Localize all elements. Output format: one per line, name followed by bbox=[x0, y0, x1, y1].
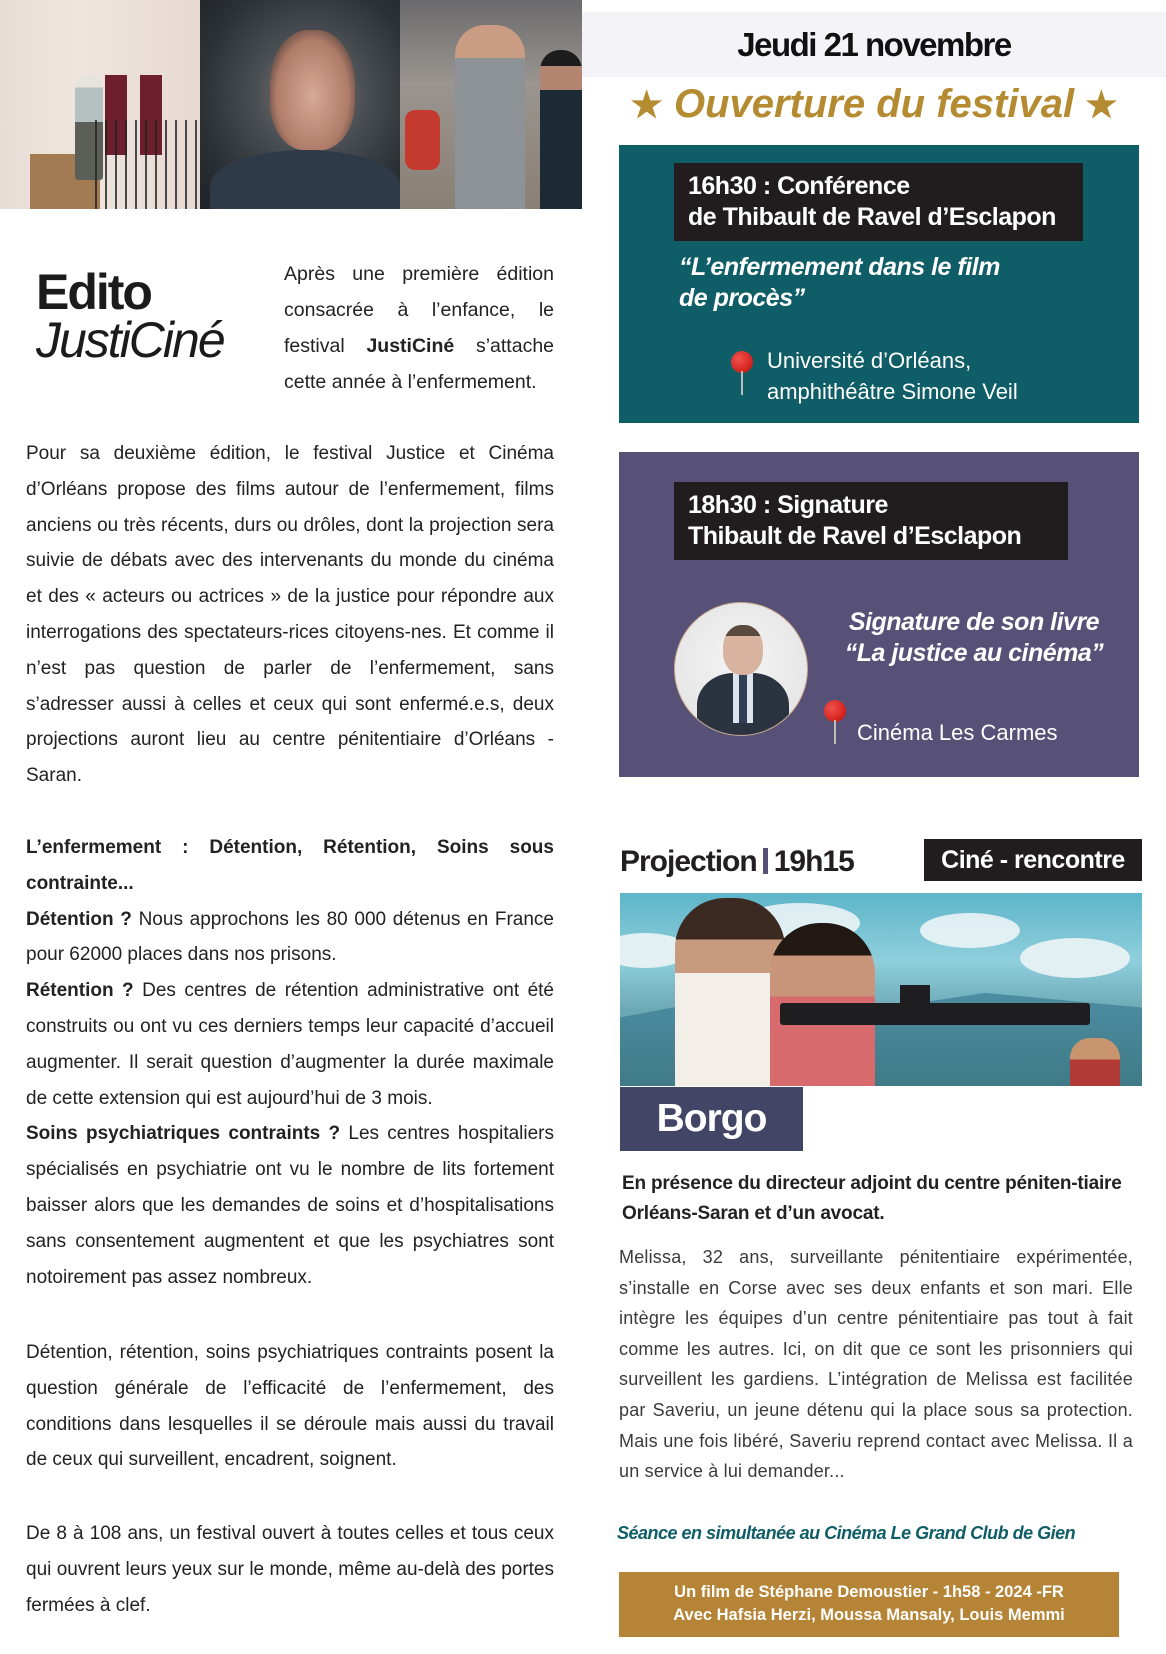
edito-title bbox=[36, 264, 224, 368]
guests-note: En présence du directeur adjoint du centre péniten-tiaire Orléans-Saran et d’un avocat. bbox=[622, 1173, 1122, 1224]
location-line: amphithéâtre Simone Veil bbox=[767, 379, 1018, 404]
edito-title-word: Edito bbox=[36, 264, 151, 320]
signature-card bbox=[619, 452, 1139, 777]
woman-figure bbox=[540, 50, 582, 209]
soins-text: Les centres hospitaliers spécialisés en psychiatrie ont vu le nombre de lits fortement baisser alors que les demandes de soins et d’hospitalisations sans consentement augmentent et que les psychiatres sont notoirement pas assez nombreux. bbox=[26, 1123, 554, 1288]
star-icon: ★ bbox=[1085, 84, 1118, 125]
railing-shape bbox=[95, 120, 200, 209]
date-banner bbox=[582, 12, 1166, 77]
book-title: “La justice au cinéma” bbox=[844, 639, 1104, 667]
header-photo-strip bbox=[0, 0, 582, 209]
map-pin-icon bbox=[824, 700, 846, 746]
intro-text: s’attache cette année à l’enfermement. bbox=[284, 335, 555, 393]
signature-title-line: Signature de son livre bbox=[848, 608, 1100, 636]
retention-text: Des centres de rétention administrative ont été construits ou ont vu ces derniers temps leur capacité d’accueil augmenter. Il serait question d’augmenter la durée maximale de cette extension qui est aujourd’hui de 3 mois. bbox=[26, 980, 555, 1109]
projection-heading bbox=[620, 845, 854, 879]
signature-author: Thibault de Ravel d’Esclapon bbox=[688, 522, 1022, 550]
credits-director: Un film de Stéphane Demoustier - 1h58 - 2024 -FR bbox=[674, 1583, 1064, 1601]
signature-title bbox=[819, 607, 1129, 669]
conference-speaker: de Thibault de Ravel d’Esclapon bbox=[688, 203, 1056, 231]
film-credits bbox=[619, 1572, 1119, 1637]
face-shape bbox=[270, 30, 355, 150]
projection-time: 19h15 bbox=[773, 845, 854, 878]
confinement-heading: L’enfermement : Détention, Rétention, Soins sous contrainte... bbox=[26, 837, 554, 894]
man-figure bbox=[455, 25, 525, 209]
author-avatar bbox=[674, 602, 808, 736]
photo-prison-guards bbox=[400, 0, 582, 209]
boy-figure bbox=[675, 898, 785, 1086]
shirt-shape bbox=[210, 150, 400, 209]
opening-title: Ouverture du festival bbox=[673, 82, 1075, 126]
background-person bbox=[405, 110, 440, 170]
conference-location bbox=[767, 345, 1018, 407]
detention-text: Nous approchons les 80 000 détenus en France pour 62000 places dans nos prisons. bbox=[26, 908, 554, 966]
edito-paragraph-3: Détention, rétention, soins psychiatriques contraints posent la question générale de l’efficacité de l’enfermement, des conditions dans lesquelles il se déroule mais aussi du travail de ceux qui surveillent, encadrent, soignent. bbox=[26, 1342, 554, 1471]
conference-title-line: “L’enfermement dans le film bbox=[679, 253, 1000, 281]
cine-rencontre-badge: Ciné - rencontre bbox=[924, 839, 1142, 881]
intro-brand: JustiCiné bbox=[366, 335, 455, 357]
credits-cast: Avec Hafsia Herzi, Moussa Mansaly, Louis Memmi bbox=[673, 1606, 1065, 1624]
signature-time-label bbox=[674, 482, 1068, 560]
opening-heading bbox=[582, 82, 1166, 127]
detention-label: Détention ? bbox=[26, 908, 132, 930]
conference-time: 16h30 : Conférence bbox=[688, 172, 910, 200]
edito-title-brand: JustiCiné bbox=[36, 312, 224, 368]
photo-man-looking-up bbox=[200, 0, 400, 209]
film-synopsis: Melissa, 32 ans, surveillante pénitentiaire expérimentée, s’installe en Corse avec ses deux enfants et son mari. Elle intègre les équipes d’un centre pénitentiaire pas tout à fait comme les autres. Ici, on dit que ce sont les prisonniers qui surveillent les gardiens. L’intégration de Melissa est facilitée par Saveriu, un jeune détenu qui la place sous sa protection. Mais une fois libéré, Saveriu reprend contact avec Melissa. Il a un service à lui demander... bbox=[619, 1247, 1133, 1482]
conference-title bbox=[679, 252, 1000, 314]
signature-time: 18h30 : Signature bbox=[688, 491, 888, 519]
retention-label: Rétention ? bbox=[26, 980, 134, 1002]
simultaneous-screening: Séance en simultanée au Cinéma Le Grand Club de Gien bbox=[617, 1523, 1076, 1543]
edito-paragraph-4: De 8 à 108 ans, un festival ouvert à toutes celles et tous ceux qui ouvrent leurs yeux sur le monde, même au-delà des portes fermées à clef. bbox=[26, 1523, 554, 1616]
rifle-shape bbox=[780, 1003, 1090, 1025]
conference-time-label bbox=[674, 163, 1083, 241]
film-still-borgo bbox=[620, 893, 1142, 1086]
film-title: Borgo bbox=[620, 1087, 803, 1151]
edito-paragraph-1: Pour sa deuxième édition, le festival Justice et Cinéma d’Orléans propose des films autour de l’enfermement, films anciens ou très récents, durs ou drôles, dont la projection sera suivie de débats avec des intervenants du monde du cinéma et des « acteurs ou actrices » de la justice pour répondre aux interrogations des spectateurs-rices citoyens-nes. Et comme il n’est pas question de parler de l’enfermement, sans s’adresser aussi à celles et ceux qui sont enfermé.e.s, deux projections auront lieu au centre pénitentiaire d’Orléans - Saran. bbox=[26, 443, 554, 787]
background-man bbox=[1070, 1038, 1120, 1086]
signature-location: Cinéma Les Carmes bbox=[857, 720, 1058, 745]
photo-prison-corridor bbox=[0, 0, 200, 209]
edito-intro bbox=[284, 256, 554, 400]
intro-text: Après une première édition consacrée à l’enfance, le festival bbox=[284, 263, 554, 357]
projection-label: Projection bbox=[620, 845, 757, 878]
conference-title-line: de procès” bbox=[679, 284, 805, 312]
separator-bar bbox=[763, 848, 768, 874]
map-pin-icon bbox=[731, 351, 753, 397]
conference-card bbox=[619, 145, 1139, 423]
event-date: Jeudi 21 novembre bbox=[737, 26, 1011, 63]
star-icon: ★ bbox=[630, 84, 663, 125]
soins-label: Soins psychiatriques contraints ? bbox=[26, 1123, 341, 1145]
edito-paragraph-2 bbox=[26, 830, 554, 1295]
location-line: Université d’Orléans, bbox=[767, 348, 972, 373]
